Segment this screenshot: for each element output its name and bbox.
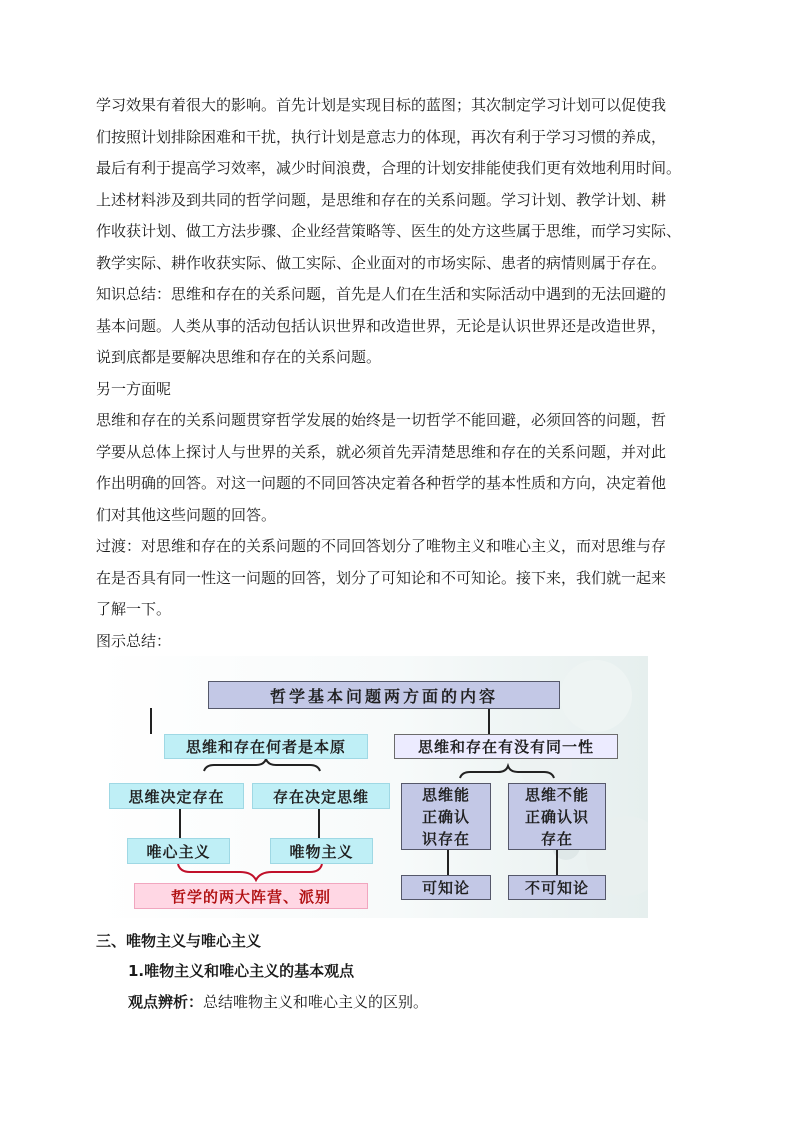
section-subheading: 1.唯物主义和唯心主义的基本观点	[128, 962, 355, 980]
existence-decides-thought-box: 存在决定思维	[252, 783, 390, 809]
philosophy-diagram	[96, 656, 648, 918]
can-know-box: 思维能 正确认 识存在	[401, 783, 491, 850]
materialism-box: 唯物主义	[270, 838, 373, 864]
text-line: 们按照计划排除困难和干扰，执行计划是意志力的体现，再次有利于学习习惯的养成，	[96, 127, 667, 146]
aspect-origin-box: 思维和存在何者是本原	[164, 734, 368, 759]
text-line: 作收获计划、做工方法步骤、企业经营策略等、医生的处方这些属于思维，而学习实际、	[96, 222, 682, 240]
text-line: 学要从总体上探讨人与世界的关系，就必须首先弄清楚思维和存在的关系问题，并对此	[96, 442, 667, 461]
text-line: 上述材料涉及到共同的哲学问题，是思维和存在的关系问题。学习计划、教学计划、耕	[96, 190, 667, 209]
analysis-text: 总结唯物主义和唯心主义的区别。	[203, 993, 429, 1011]
two-camps-box: 哲学的两大阵营、派别	[134, 883, 368, 909]
idealism-box: 唯心主义	[127, 838, 230, 864]
thought-decides-existence-box: 思维决定存在	[109, 783, 244, 809]
analysis-label: 观点辨析：	[128, 993, 204, 1011]
text-line: 学习效果有着很大的影响。首先计划是实现目标的蓝图；其次制定学习计划可以促使我	[96, 96, 667, 114]
text-line: 了解一下。	[96, 600, 172, 618]
text-line: 思维和存在的关系问题贯穿哲学发展的始终是一切哲学不能回避，必须回答的问题，哲	[96, 411, 667, 429]
section-heading: 三、唯物主义与唯心主义	[96, 932, 262, 950]
cannot-know-box: 思维不能 正确认识 存在	[508, 783, 606, 850]
text-line: 教学实际、耕作收获实际、做工实际、企业面对的市场实际、患者的病情则属于存在。	[96, 253, 667, 272]
analysis-line	[128, 987, 732, 1019]
diagram-title-box: 哲学基本问题两方面的内容	[208, 681, 560, 709]
text-line: 另一方面呢	[96, 379, 172, 398]
text-line: 们对其他这些问题的回答。	[96, 505, 277, 524]
body-text	[96, 90, 700, 657]
text-line: 最后有利于提高学习效率，减少时间浪费，合理的计划安排能使我们更有效地利用时间。	[96, 159, 682, 177]
text-line: 知识总结：思维和存在的关系问题，首先是人们在生活和实际活动中遇到的无法回避的	[96, 285, 667, 303]
text-line: 说到底都是要解决思维和存在的关系问题。	[96, 348, 382, 366]
text-line: 图示总结：	[96, 631, 172, 650]
knowable-box: 可知论	[401, 875, 491, 900]
text-line: 在是否具有同一性这一问题的回答，划分了可知论和不可知论。接下来，我们就一起来	[96, 568, 667, 587]
agnosticism-box: 不可知论	[508, 875, 606, 900]
text-line: 基本问题。人类从事的活动包括认识世界和改造世界，无论是认识世界还是改造世界，	[96, 316, 667, 335]
text-line: 过渡：对思维和存在的关系问题的不同回答划分了唯物主义和唯心主义，而对思维与存	[96, 537, 667, 555]
text-line: 作出明确的回答。对这一问题的不同回答决定着各种哲学的基本性质和方向，决定着他	[96, 474, 667, 492]
aspect-identity-box: 思维和存在有没有同一性	[394, 734, 618, 759]
